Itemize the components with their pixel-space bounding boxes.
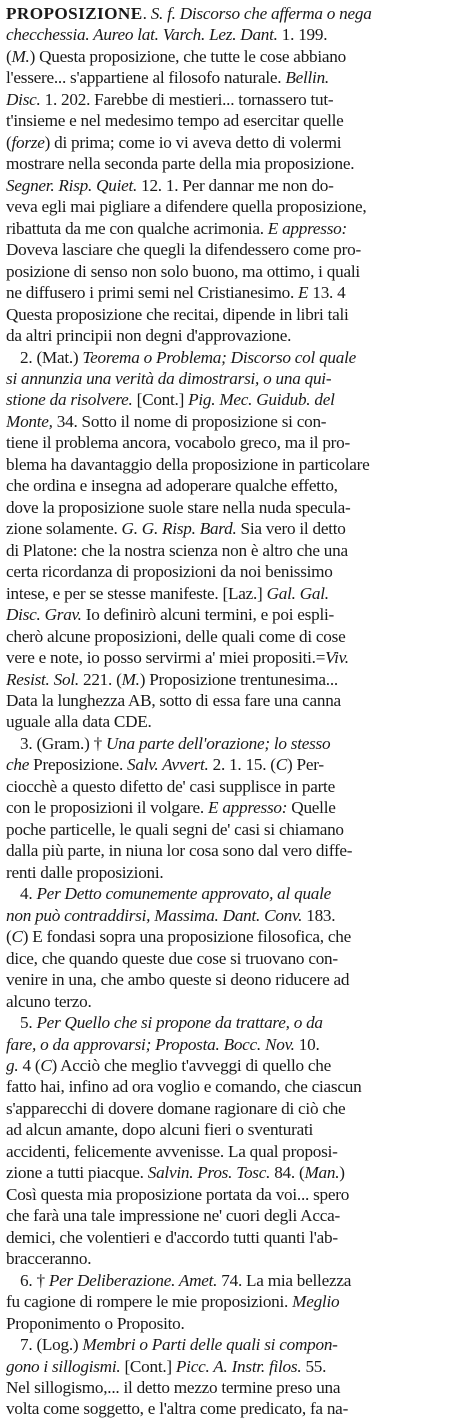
text-line: [6, 475, 468, 496]
text-line: [6, 1034, 468, 1055]
text-line: [6, 1141, 468, 1162]
italic-text: Una parte dell'orazione; lo stesso: [106, 733, 331, 753]
italic-text: g.: [6, 1055, 19, 1075]
text-line: [6, 1012, 468, 1033]
line-text: 6. †: [20, 1270, 49, 1290]
italic-text: gono i sillogismi.: [6, 1356, 121, 1376]
italic-text: Salvin. Pros. Tosc.: [147, 1163, 271, 1183]
text-line: [6, 1076, 468, 1097]
line-text: 3. (Gram.) †: [20, 733, 107, 753]
text-line: [6, 218, 468, 239]
text-line: [6, 1398, 468, 1419]
line-text: tiene il problema ancora, vocabolo greco, ma il pro-: [6, 433, 350, 453]
line-text: dice, che quando queste due cose si truovano con-: [6, 948, 338, 968]
line-text: 2. (Mat.): [20, 347, 83, 367]
text-line: [6, 1313, 468, 1334]
text-line: [6, 991, 468, 1012]
italic-text: C: [275, 755, 287, 775]
text-line: [6, 67, 468, 88]
text-line: [6, 540, 468, 561]
text-line: [6, 3, 468, 24]
line-text: Così questa mia proposizione portata da voi... spero: [6, 1184, 350, 1204]
line-text: ribattuta da me con qualche acrimonia.: [6, 218, 268, 238]
line-text: poche particelle, le quali segni de' casi si chiamano: [6, 819, 344, 839]
line-text: 183.: [302, 905, 336, 925]
line-text: vere e note, io posso servirmi a' miei propositi.=: [6, 648, 326, 668]
text-line: [6, 733, 468, 754]
italic-text: che: [6, 755, 30, 775]
italic-text: S. f. Discorso che afferma o nega: [150, 4, 372, 23]
text-line: [6, 24, 468, 45]
italic-text: Per Detto comunemente approvato, al quale: [36, 884, 332, 904]
text-line: [6, 583, 468, 604]
text-line: [6, 604, 468, 625]
line-text: con le proposizioni il volgare.: [6, 798, 209, 818]
line-text: 2. 1. 15. (: [208, 755, 276, 775]
italic-text: Man.: [304, 1163, 340, 1183]
italic-text: M.: [11, 46, 30, 66]
text-line: [6, 797, 468, 818]
text-line: [6, 905, 468, 926]
line-text: 13. 4: [308, 283, 346, 303]
italic-text: Picc. A. Instr. filos.: [175, 1356, 302, 1376]
line-text: dalla più parte, in niuna lor cosa sono dal vero diffe-: [6, 841, 353, 861]
italic-text: Meglio: [292, 1292, 340, 1312]
line-text: (: [6, 132, 12, 152]
italic-text: Disc. Grav.: [6, 605, 82, 625]
text-line: [6, 1334, 468, 1355]
line-text: ciocchè a questo difetto de' casi supplisce in parte: [6, 776, 335, 796]
text-line: [6, 132, 468, 153]
line-text: 55.: [301, 1356, 327, 1376]
italic-text: Bellin.: [285, 68, 329, 88]
text-line: [6, 89, 468, 110]
text-line: [6, 711, 468, 732]
italic-text: G. G. Risp. Bard.: [121, 519, 237, 539]
line-text: mostrare nella seconda parte della mia proposizione.: [6, 154, 355, 174]
italic-text: Salv. Avvert.: [127, 755, 209, 775]
text-line: [6, 304, 468, 325]
line-text: ): [339, 1163, 345, 1183]
line-text: (: [6, 46, 12, 66]
italic-text: Per Deliberazione. Amet.: [48, 1270, 218, 1290]
italic-text: E: [298, 283, 309, 303]
italic-text: Resist. Sol.: [6, 669, 79, 689]
italic-text: E appresso:: [208, 798, 288, 818]
line-text: .: [142, 4, 151, 23]
italic-text: Segner. Risp. Quiet.: [6, 175, 138, 195]
line-text: cherò alcune proposizioni, delle quali come di cose: [6, 626, 346, 646]
line-text: ad alcun amante, dopo alcuni fieri o sventurati: [6, 1120, 314, 1140]
italic-text: fare, o da approvarsi; Proposta. Bocc. Nov.: [6, 1034, 295, 1054]
italic-text: Membri o Parti delle quali si compon-: [82, 1335, 338, 1355]
line-text: ne diffusero i primi semi nel Cristianesimo.: [6, 283, 299, 303]
text-line: [6, 196, 468, 217]
line-text: s'apparecchi di dovere domane ragionare di ciò che: [6, 1098, 346, 1118]
italic-text: Monte,: [6, 411, 53, 431]
text-line: [6, 926, 468, 947]
line-text: dove la proposizione suole stare nella nuda specula-: [6, 497, 351, 517]
text-line: [6, 518, 468, 539]
text-line: [6, 626, 468, 647]
line-text: 34. Sotto il nome di proposizione si con-: [52, 411, 327, 431]
text-line: [6, 497, 468, 518]
line-text: demici, che volentieri e d'accordo tutti quanti l'ab-: [6, 1227, 338, 1247]
line-text: 4.: [20, 884, 37, 904]
text-line: [6, 690, 468, 711]
line-text: Proponimento o Proposito.: [6, 1313, 185, 1333]
text-line: [6, 454, 468, 475]
line-text: [Cont.]: [132, 390, 189, 410]
line-text: fu cagione di rompere le mie proposizioni.: [6, 1292, 293, 1312]
line-text: Io definirò alcuni termini, e poi espli-: [81, 605, 334, 625]
line-text: Sia vero il detto: [236, 519, 346, 539]
line-text: ) Per-: [287, 755, 324, 775]
italic-text: Disc.: [6, 89, 41, 109]
text-line: [6, 669, 468, 690]
line-text: che farà una tale impressione ne' cuori degli Acca-: [6, 1206, 340, 1226]
line-text: 74. La mia bellezza: [217, 1270, 352, 1290]
text-line: [6, 239, 468, 260]
text-line: [6, 862, 468, 883]
line-text: zione solamente.: [6, 519, 122, 539]
italic-text: checchessia. Aureo lat. Varch. Lez. Dant.: [6, 25, 278, 45]
line-text: 4 (: [18, 1055, 41, 1075]
line-text: blema ha davantaggio della proposizione in particolare: [6, 454, 370, 474]
dictionary-entry-proposizione: [6, 3, 468, 1420]
line-text: Quelle: [287, 798, 336, 818]
text-line: [6, 1119, 468, 1140]
line-text: [Cont.]: [120, 1356, 176, 1376]
line-text: 84. (: [270, 1163, 305, 1183]
italic-text: C: [40, 1055, 52, 1075]
line-text: venire in una, che ambo queste si deono riducere ad: [6, 970, 350, 990]
line-text: di Platone: che la nostra scienza non è altro che una: [6, 540, 348, 560]
italic-text: Gal. Gal.: [266, 583, 329, 603]
text-line: [6, 261, 468, 282]
italic-text: stione da risolvere.: [6, 390, 133, 410]
line-text: renti dalle proposizioni.: [6, 862, 164, 882]
line-text: 5.: [20, 1013, 37, 1033]
italic-text: Viv.: [325, 648, 349, 668]
headword: PROPOSIZIONE: [6, 4, 143, 23]
text-line: [6, 282, 468, 303]
line-text: uguale alla data CDE.: [6, 712, 152, 732]
line-text: Doveva lasciare che quegli la difendessero come pro-: [6, 240, 361, 260]
text-line: [6, 347, 468, 368]
line-text: veva egli mai pigliare a difendere quella proposizione,: [6, 197, 367, 217]
line-text: volta come soggetto, e l'altra come predicato, fa na-: [6, 1399, 349, 1419]
line-text: da altri principii non degni d'approvazione.: [6, 326, 292, 346]
line-text: ) Proposizione trentunesima...: [139, 669, 338, 689]
line-text: certa ricordanza di proposizioni da noi benissimo: [6, 562, 333, 582]
line-text: intese, e per se stesse manifeste. [Laz.]: [6, 583, 267, 603]
text-line: [6, 1377, 468, 1398]
text-line: [6, 368, 468, 389]
text-line: [6, 1248, 468, 1269]
line-text: (: [6, 927, 12, 947]
line-text: l'essere... s'appartiene al filosofo naturale.: [6, 68, 286, 88]
line-text: 12. 1. Per dannar me non do-: [137, 175, 334, 195]
italic-text: Teorema o Problema; Discorso col quale: [82, 347, 357, 367]
italic-text: non può contraddirsi, Massima. Dant. Conv.: [6, 905, 303, 925]
text-line: [6, 969, 468, 990]
line-text: posizione di senso non solo buono, ma ottimo, i quali: [6, 261, 360, 281]
text-line: [6, 1055, 468, 1076]
italic-text: forze: [11, 132, 45, 152]
line-text: 1. 202. Farebbe di mestieri... tornassero tut-: [40, 89, 334, 109]
text-line: [6, 325, 468, 346]
line-text: ) Acciò che meglio t'avveggi di quello che: [51, 1055, 331, 1075]
text-line: [6, 840, 468, 861]
line-text: 1. 199.: [277, 25, 328, 45]
text-line: [6, 1356, 468, 1377]
line-text: alcuno terzo.: [6, 991, 92, 1011]
text-line: [6, 46, 468, 67]
text-line: [6, 1184, 468, 1205]
text-line: [6, 411, 468, 432]
line-text: Preposizione.: [29, 755, 128, 775]
text-line: [6, 776, 468, 797]
line-text: 7. (Log.): [20, 1335, 83, 1355]
text-line: [6, 153, 468, 174]
text-line: [6, 754, 468, 775]
line-text: accidenti, felicemente avvenisse. La qual proposi-: [6, 1141, 338, 1161]
text-line: [6, 948, 468, 969]
line-text: ) Questa proposizione, che tutte le cose abbiano: [29, 46, 346, 66]
line-text: ) E fondasi sopra una proposizione filosofica, che: [22, 927, 351, 947]
text-line: [6, 1270, 468, 1291]
text-line: [6, 819, 468, 840]
line-text: zione a tutti piacque.: [6, 1163, 148, 1183]
text-line: [6, 432, 468, 453]
italic-text: si annunzia una verità da dimostrarsi, o una qui-: [6, 368, 332, 388]
italic-text: Per Quello che si propone da trattare, o da: [36, 1013, 323, 1033]
italic-text: C: [11, 927, 23, 947]
line-text: fatto hai, infino ad ora voglio e comando, che ciascun: [6, 1077, 362, 1097]
line-text: ) di prima; come io vi aveva detto di volermi: [44, 132, 342, 152]
line-text: che ordina e insegna ad adoperare qualche effetto,: [6, 476, 338, 496]
line-text: Nel sillogismo,... il detto mezzo termine preso una: [6, 1378, 341, 1397]
line-text: bracceranno.: [6, 1249, 92, 1269]
line-text: 10.: [294, 1034, 320, 1054]
italic-text: E appresso:: [267, 218, 347, 238]
italic-text: Pig. Mec. Guidub. del: [188, 390, 335, 410]
text-line: [6, 647, 468, 668]
text-line: [6, 1098, 468, 1119]
italic-text: M.: [121, 669, 140, 689]
text-line: [6, 175, 468, 196]
line-text: Data la lunghezza AB, sotto di essa fare una canna: [6, 691, 341, 710]
line-text: t'insieme e nel medesimo tempo ad esercitar quelle: [6, 111, 344, 131]
text-line: [6, 883, 468, 904]
text-line: [6, 1162, 468, 1183]
text-line: [6, 389, 468, 410]
text-line: [6, 1205, 468, 1226]
line-text: 221. (: [78, 669, 122, 689]
text-line: [6, 1291, 468, 1312]
text-line: [6, 561, 468, 582]
text-line: [6, 110, 468, 131]
text-line: [6, 1227, 468, 1248]
line-text: Questa proposizione che recitai, dipende in libri tali: [6, 304, 349, 324]
